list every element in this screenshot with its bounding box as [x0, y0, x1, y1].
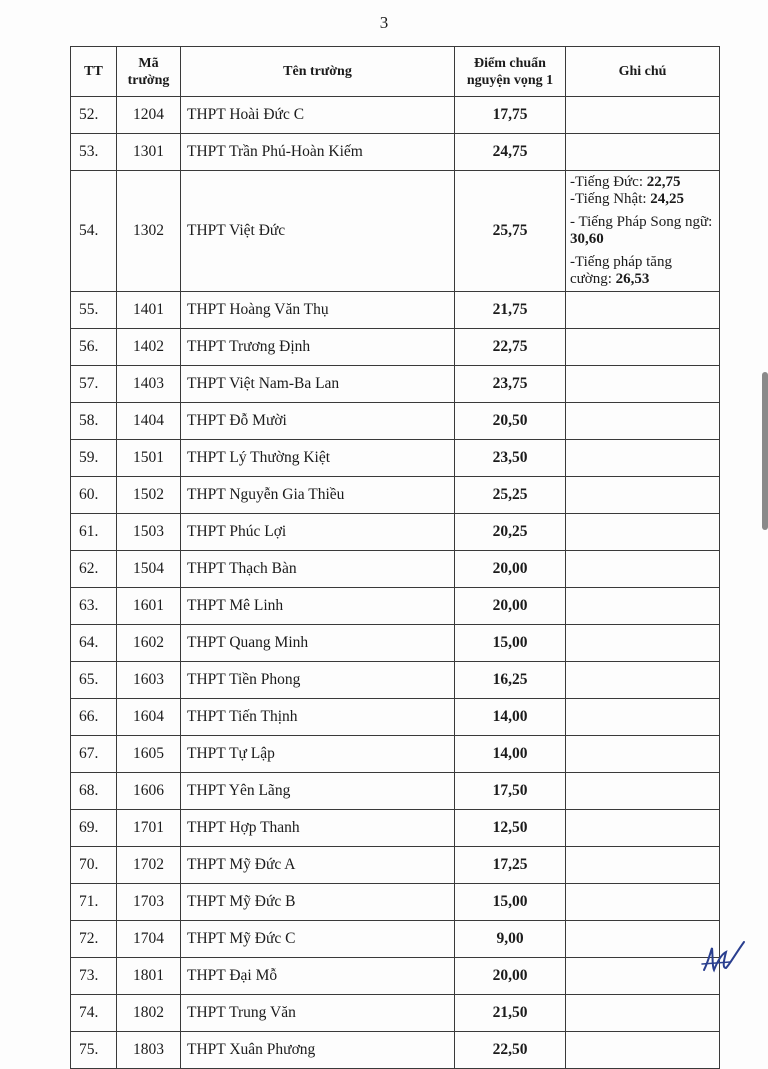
- cell-ten-truong: THPT Quang Minh: [181, 625, 455, 662]
- cell-ghi-chu: [566, 699, 720, 736]
- cell-tt: 63.: [71, 588, 117, 625]
- table-row: [71, 699, 720, 736]
- cell-ma-truong: 1801: [117, 958, 181, 995]
- header-ma-truong: [117, 47, 181, 97]
- cell-ma-truong: 1401: [117, 292, 181, 329]
- cell-ma-truong: 1504: [117, 551, 181, 588]
- cell-diem-chuan: 17,50: [455, 773, 566, 810]
- table-row: [71, 810, 720, 847]
- table-row: [71, 884, 720, 921]
- cell-diem-chuan: 20,00: [455, 588, 566, 625]
- cell-ghi-chu: [566, 625, 720, 662]
- table-row: [71, 440, 720, 477]
- table-row: [71, 477, 720, 514]
- cell-ten-truong: THPT Trương Định: [181, 329, 455, 366]
- cell-tt: 52.: [71, 97, 117, 134]
- cell-ghi-chu: [566, 403, 720, 440]
- cell-tt: 53.: [71, 134, 117, 171]
- cell-diem-chuan: 20,25: [455, 514, 566, 551]
- cell-tt: 73.: [71, 958, 117, 995]
- header-diem-line1: Điểm chuẩn: [474, 55, 546, 71]
- note-score: 24,25: [650, 191, 685, 207]
- cell-ten-truong: THPT Trần Phú-Hoàn Kiếm: [181, 134, 455, 171]
- cell-tt: 64.: [71, 625, 117, 662]
- table-row: [71, 134, 720, 171]
- cell-ma-truong: 1602: [117, 625, 181, 662]
- table-row: [71, 514, 720, 551]
- cell-tt: 59.: [71, 440, 117, 477]
- cell-ma-truong: 1403: [117, 366, 181, 403]
- table-row: [71, 329, 720, 366]
- cell-ghi-chu: [566, 921, 720, 958]
- table-row: [71, 551, 720, 588]
- cell-ghi-chu: [566, 662, 720, 699]
- cell-tt: 58.: [71, 403, 117, 440]
- cell-tt: 54.: [71, 171, 117, 292]
- cell-diem-chuan: 21,75: [455, 292, 566, 329]
- cell-ten-truong: THPT Hoài Đức C: [181, 97, 455, 134]
- cell-ghi-chu: [566, 514, 720, 551]
- note-score: 22,75: [646, 174, 681, 190]
- table-row: [71, 625, 720, 662]
- table-row: [71, 958, 720, 995]
- cell-ghi-chu: [566, 1032, 720, 1069]
- cell-ma-truong: 1704: [117, 921, 181, 958]
- cell-tt: 66.: [71, 699, 117, 736]
- cell-ghi-chu: [566, 477, 720, 514]
- header-ma-line2: trường: [127, 72, 170, 88]
- cell-diem-chuan: 15,00: [455, 625, 566, 662]
- cell-ten-truong: THPT Tiền Phong: [181, 662, 455, 699]
- page-number: 3: [379, 13, 389, 32]
- cell-ten-truong: THPT Trung Văn: [181, 995, 455, 1032]
- cell-ma-truong: 1601: [117, 588, 181, 625]
- cell-tt: 61.: [71, 514, 117, 551]
- cell-tt: 60.: [71, 477, 117, 514]
- note-line: [570, 174, 715, 191]
- cell-ghi-chu: [566, 97, 720, 134]
- admission-score-table: [70, 46, 720, 1069]
- note-score: 26,53: [615, 271, 650, 287]
- cell-tt: 75.: [71, 1032, 117, 1069]
- cell-tt: 55.: [71, 292, 117, 329]
- note-label: - Tiếng Pháp Song ngữ:: [570, 214, 713, 230]
- note-score: 30,60: [570, 231, 604, 247]
- cell-tt: 70.: [71, 847, 117, 884]
- cell-ten-truong: THPT Việt Đức: [181, 171, 455, 292]
- cell-ghi-chu: [566, 588, 720, 625]
- cell-ten-truong: THPT Phúc Lợi: [181, 514, 455, 551]
- note-line: [570, 254, 715, 288]
- table-row: [71, 921, 720, 958]
- cell-ten-truong: THPT Hợp Thanh: [181, 810, 455, 847]
- table-row: [71, 662, 720, 699]
- cell-ten-truong: THPT Lý Thường Kiệt: [181, 440, 455, 477]
- cell-ten-truong: THPT Đỗ Mười: [181, 403, 455, 440]
- cell-ma-truong: 1603: [117, 662, 181, 699]
- cell-ma-truong: 1204: [117, 97, 181, 134]
- cell-tt: 65.: [71, 662, 117, 699]
- note-label: -Tiếng Đức:: [570, 174, 647, 190]
- cell-diem-chuan: 12,50: [455, 810, 566, 847]
- cell-ma-truong: 1605: [117, 736, 181, 773]
- note-label: -Tiếng Nhật:: [570, 191, 651, 207]
- cell-diem-chuan: 14,00: [455, 699, 566, 736]
- note-line: [570, 214, 715, 248]
- cell-ma-truong: 1502: [117, 477, 181, 514]
- cell-diem-chuan: 22,50: [455, 1032, 566, 1069]
- table-row: [71, 97, 720, 134]
- header-ma-line1: Mã: [138, 55, 159, 71]
- cell-diem-chuan: 23,75: [455, 366, 566, 403]
- cell-ma-truong: 1404: [117, 403, 181, 440]
- cell-tt: 57.: [71, 366, 117, 403]
- cell-ten-truong: THPT Yên Lãng: [181, 773, 455, 810]
- cell-diem-chuan: 16,25: [455, 662, 566, 699]
- scrollbar-thumb[interactable]: [762, 372, 768, 530]
- note-label: -Tiếng pháp tăng cường:: [570, 254, 672, 287]
- header-diem-line2: nguyện vọng 1: [466, 72, 554, 88]
- cell-ma-truong: 1302: [117, 171, 181, 292]
- cell-diem-chuan: 9,00: [455, 921, 566, 958]
- cell-ghi-chu: [566, 995, 720, 1032]
- table-row: [71, 171, 720, 292]
- cell-diem-chuan: 20,50: [455, 403, 566, 440]
- cell-ghi-chu: [566, 847, 720, 884]
- cell-ma-truong: 1402: [117, 329, 181, 366]
- cell-ma-truong: 1501: [117, 440, 181, 477]
- cell-diem-chuan: 21,50: [455, 995, 566, 1032]
- cell-ten-truong: THPT Hoàng Văn Thụ: [181, 292, 455, 329]
- table-row: [71, 995, 720, 1032]
- cell-ten-truong: THPT Đại Mỗ: [181, 958, 455, 995]
- cell-tt: 72.: [71, 921, 117, 958]
- cell-tt: 68.: [71, 773, 117, 810]
- cell-ten-truong: THPT Thạch Bàn: [181, 551, 455, 588]
- cell-diem-chuan: 14,00: [455, 736, 566, 773]
- cell-diem-chuan: 15,00: [455, 884, 566, 921]
- header-ten-truong: Tên trường: [181, 47, 455, 97]
- table-header-row: [71, 47, 720, 97]
- table-row: [71, 292, 720, 329]
- cell-tt: 62.: [71, 551, 117, 588]
- cell-ghi-chu: [566, 134, 720, 171]
- cell-diem-chuan: 20,00: [455, 551, 566, 588]
- table-row: [71, 1032, 720, 1069]
- cell-ghi-chu: [566, 329, 720, 366]
- cell-diem-chuan: 22,75: [455, 329, 566, 366]
- cell-ghi-chu: [566, 171, 720, 292]
- cell-ten-truong: THPT Xuân Phương: [181, 1032, 455, 1069]
- cell-ten-truong: THPT Tự Lập: [181, 736, 455, 773]
- cell-tt: 67.: [71, 736, 117, 773]
- cell-diem-chuan: 20,00: [455, 958, 566, 995]
- cell-ghi-chu: [566, 292, 720, 329]
- cell-tt: 69.: [71, 810, 117, 847]
- cell-ma-truong: 1802: [117, 995, 181, 1032]
- cell-diem-chuan: 17,25: [455, 847, 566, 884]
- table-row: [71, 588, 720, 625]
- header-tt: TT: [71, 47, 117, 97]
- cell-ma-truong: 1803: [117, 1032, 181, 1069]
- cell-ten-truong: THPT Mỹ Đức A: [181, 847, 455, 884]
- cell-ghi-chu: [566, 551, 720, 588]
- cell-tt: 56.: [71, 329, 117, 366]
- cell-diem-chuan: 25,75: [455, 171, 566, 292]
- cell-ten-truong: THPT Mỹ Đức B: [181, 884, 455, 921]
- signature-mark: [700, 940, 746, 974]
- table-row: [71, 403, 720, 440]
- table-row: [71, 773, 720, 810]
- cell-ghi-chu: [566, 440, 720, 477]
- cell-ghi-chu: [566, 884, 720, 921]
- header-diem-chuan: [455, 47, 566, 97]
- cell-ten-truong: THPT Mê Linh: [181, 588, 455, 625]
- cell-ghi-chu: [566, 958, 720, 995]
- cell-ghi-chu: [566, 773, 720, 810]
- cell-ghi-chu: [566, 810, 720, 847]
- table-row: [71, 847, 720, 884]
- cell-diem-chuan: 17,75: [455, 97, 566, 134]
- cell-diem-chuan: 25,25: [455, 477, 566, 514]
- header-ghi-chu: Ghi chú: [566, 47, 720, 97]
- cell-ghi-chu: [566, 736, 720, 773]
- cell-diem-chuan: 23,50: [455, 440, 566, 477]
- note-line: [570, 191, 715, 208]
- cell-ma-truong: 1702: [117, 847, 181, 884]
- table-body: [71, 97, 720, 1069]
- cell-ten-truong: THPT Tiến Thịnh: [181, 699, 455, 736]
- cell-ten-truong: THPT Nguyễn Gia Thiều: [181, 477, 455, 514]
- cell-ma-truong: 1604: [117, 699, 181, 736]
- cell-ma-truong: 1703: [117, 884, 181, 921]
- cell-ma-truong: 1701: [117, 810, 181, 847]
- cell-ma-truong: 1503: [117, 514, 181, 551]
- cell-tt: 74.: [71, 995, 117, 1032]
- table-row: [71, 366, 720, 403]
- cell-ten-truong: THPT Việt Nam-Ba Lan: [181, 366, 455, 403]
- cell-ten-truong: THPT Mỹ Đức C: [181, 921, 455, 958]
- cell-tt: 71.: [71, 884, 117, 921]
- cell-diem-chuan: 24,75: [455, 134, 566, 171]
- cell-ma-truong: 1606: [117, 773, 181, 810]
- table-row: [71, 736, 720, 773]
- cell-ghi-chu: [566, 366, 720, 403]
- cell-ma-truong: 1301: [117, 134, 181, 171]
